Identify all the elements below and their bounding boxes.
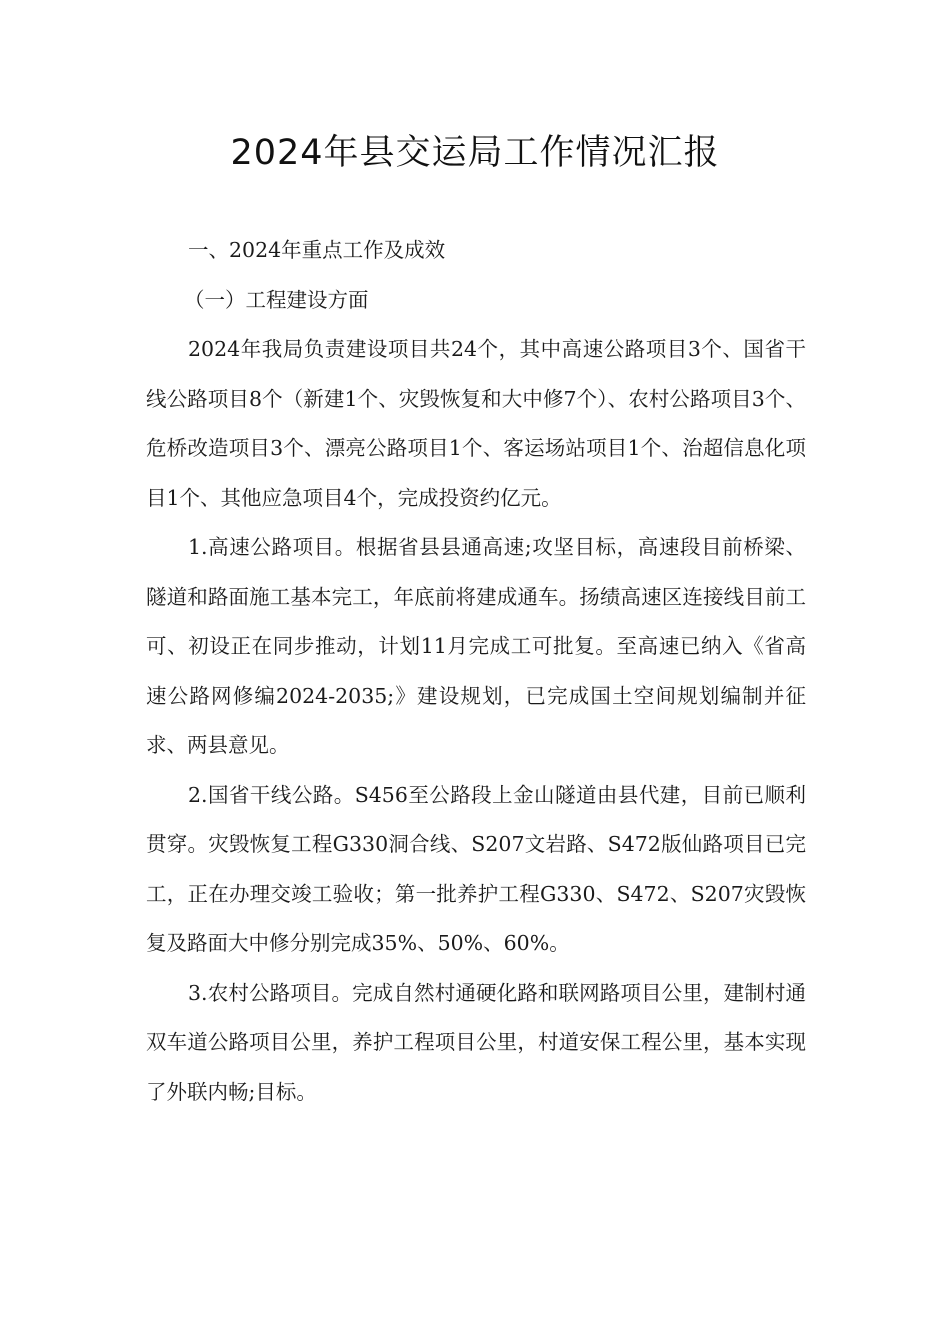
paragraph-overview: 2024年我局负责建设项目共24个，其中高速公路项目3个、国省干线公路项目8个（新建1个、灾毁恢复和大中修7个）、农村公路项目3个、危桥改造项目3个、漂亮公路项目1个、客运场站项目1个、治超信息化项目1个、其他应急项目4个，完成投资约亿元。 [146, 337, 806, 510]
document-title: 2024年县交运局工作情况汇报 [230, 133, 720, 173]
paragraph-rural-roads: 3.农村公路项目。完成自然村通硬化路和联网路项目公里，建制村通双车道公路项目公里，养护工程项目公里，村道安保工程公里，基本实现了外联内畅;目标。 [146, 980, 806, 1104]
subsection-heading: （一）工程建设方面 [184, 287, 369, 312]
paragraph-trunk-roads: 2.国省干线公路。S456至公路段上金山隧道由县代建，目前已顺利贯穿。灾毁恢复工程G330洞合线、S207文岩路、S472版仙路项目已完工，正在办理交竣工验收；第一批养护工程G330、S472、S207灾毁恢复及路面大中修分别完成35%、50%、60%。 [146, 782, 806, 955]
document-body [146, 226, 806, 1117]
section-heading: 一、2024年重点工作及成效 [188, 238, 446, 262]
paragraph-expressway: 1.高速公路项目。根据省县县通高速;攻坚目标，高速段目前桥梁、隧道和路面施工基本完工，年底前将建成通车。扬绩高速区连接线目前工可、初设正在同步推动，计划11月完成工可批复。至高速已纳入《省高速公路网修编2024-2035;》建设规划，已完成国土空间规划编制并征求、两县意见。 [146, 535, 806, 757]
